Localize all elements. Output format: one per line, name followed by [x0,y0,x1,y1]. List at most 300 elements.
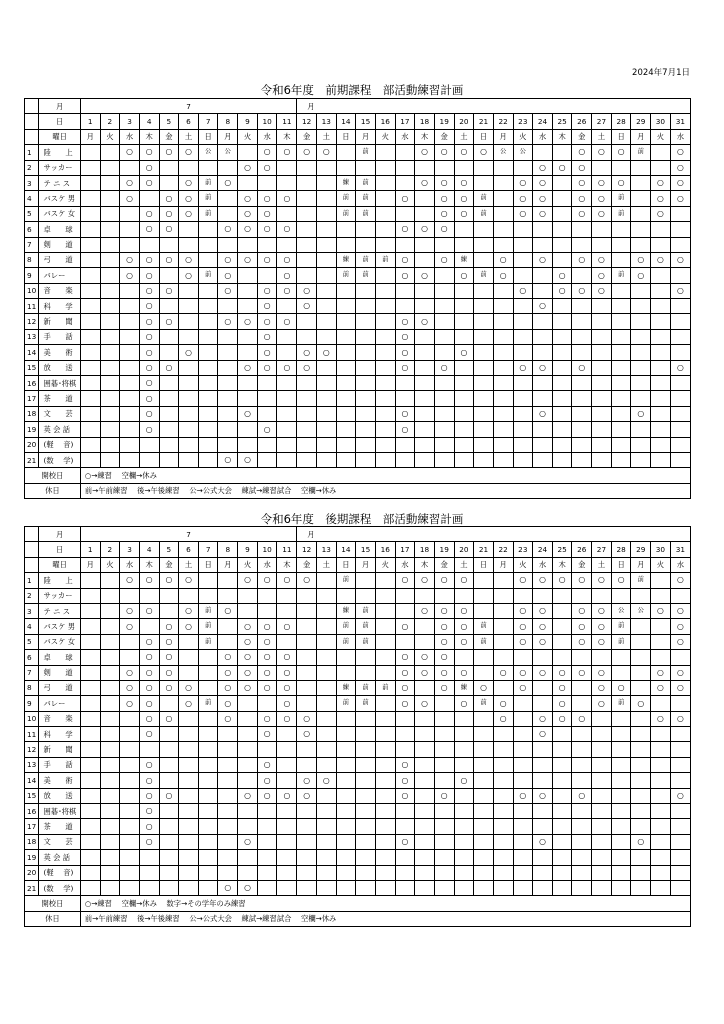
practice-mark [670,696,690,711]
practice-mark [533,865,553,880]
practice-mark [552,804,572,819]
practice-mark [552,406,572,421]
practice-mark [631,422,651,437]
practice-mark [198,252,218,267]
practice-mark [238,727,258,742]
practice-mark [631,191,651,206]
practice-mark [100,727,120,742]
practice-mark [611,283,631,298]
practice-mark [316,391,336,406]
practice-mark [631,773,651,788]
practice-mark [395,880,415,895]
practice-mark: ○ [297,773,317,788]
club-row [25,283,691,298]
practice-mark [218,619,238,634]
practice-mark [179,665,199,680]
practice-mark [493,742,513,757]
practice-mark: ○ [297,788,317,803]
practice-mark [572,268,592,283]
practice-mark [120,880,140,895]
practice-mark [80,452,100,467]
practice-mark [474,329,494,344]
practice-mark [631,727,651,742]
day-number: 12 [297,542,317,557]
practice-mark [434,742,454,757]
club-number: 6 [25,650,39,665]
practice-mark: ○ [434,680,454,695]
practice-mark: ○ [611,573,631,588]
day-number: 27 [592,114,612,129]
practice-mark [454,757,474,772]
practice-mark [198,573,218,588]
practice-mark: ○ [434,573,454,588]
practice-mark [179,711,199,726]
practice-mark [100,850,120,865]
practice-mark: ○ [395,252,415,267]
practice-mark: ○ [533,603,553,618]
practice-mark [631,283,651,298]
club-name: 文 芸 [39,406,80,421]
practice-mark [493,634,513,649]
practice-mark [474,834,494,849]
practice-mark [493,788,513,803]
day-number: 8 [218,542,238,557]
practice-mark: ○ [395,788,415,803]
club-number: 1 [25,573,39,588]
practice-mark [592,850,612,865]
day-number: 3 [120,542,140,557]
practice-mark: ○ [277,222,297,237]
practice-mark: ○ [257,360,277,375]
practice-mark [552,145,572,160]
practice-mark [238,819,258,834]
practice-mark: ○ [572,788,592,803]
corner-cell [25,557,39,572]
practice-mark: ○ [120,191,140,206]
practice-mark: 前 [474,268,494,283]
practice-mark [238,437,258,452]
practice-mark: ○ [139,391,159,406]
practice-mark [316,299,336,314]
practice-mark: ○ [257,788,277,803]
practice-mark [336,422,356,437]
practice-mark [375,175,395,190]
practice-mark: ○ [592,283,612,298]
practice-mark [120,345,140,360]
practice-mark [552,850,572,865]
practice-mark [434,406,454,421]
club-number: 15 [25,360,39,375]
club-row [25,376,691,391]
practice-mark [395,742,415,757]
practice-mark: 前 [356,680,376,695]
practice-mark: ○ [257,773,277,788]
club-number: 17 [25,391,39,406]
day-number: 28 [611,114,631,129]
practice-mark: ○ [552,665,572,680]
practice-mark: 公 [513,145,533,160]
practice-mark [493,727,513,742]
weekday: 水 [533,557,553,572]
practice-mark: ○ [572,573,592,588]
practice-mark: 前 [356,145,376,160]
practice-mark [631,376,651,391]
day-number: 15 [356,542,376,557]
practice-mark [198,329,218,344]
practice-mark [552,314,572,329]
practice-mark [218,437,238,452]
practice-mark [159,603,179,618]
practice-mark [80,345,100,360]
weekday: 日 [198,129,218,144]
practice-mark: ○ [257,757,277,772]
practice-mark [395,711,415,726]
practice-mark [572,757,592,772]
practice-mark: ○ [670,175,690,190]
practice-mark [631,329,651,344]
weekday: 土 [454,557,474,572]
practice-mark [513,268,533,283]
practice-mark [592,299,612,314]
practice-mark [592,757,612,772]
practice-mark [375,360,395,375]
practice-mark [592,834,612,849]
weekday: 金 [297,129,317,144]
practice-mark [434,329,454,344]
first-term-title: 令和6年度 前期課程 部活動練習計画 [260,83,464,97]
practice-mark [611,360,631,375]
practice-mark [434,819,454,834]
practice-mark: ○ [218,603,238,618]
practice-mark [670,819,690,834]
practice-mark: 練 [336,680,356,695]
club-number: 21 [25,880,39,895]
practice-mark [493,345,513,360]
practice-mark: ○ [631,268,651,283]
practice-mark: ○ [257,680,277,695]
practice-mark [120,329,140,344]
club-name: バスケ 男 [39,619,80,634]
practice-mark [297,742,317,757]
practice-mark [533,314,553,329]
weekday: 火 [513,129,533,144]
practice-mark: ○ [139,376,159,391]
practice-mark [651,283,671,298]
practice-mark [238,422,258,437]
practice-mark [336,145,356,160]
practice-mark [474,788,494,803]
practice-mark [198,804,218,819]
practice-mark [277,603,297,618]
practice-mark: ○ [238,452,258,467]
weekday: 月 [356,557,376,572]
weekday: 木 [415,129,435,144]
practice-mark [592,376,612,391]
day-row [25,114,691,129]
practice-mark [120,299,140,314]
practice-mark [297,252,317,267]
day-number: 29 [631,542,651,557]
practice-mark [670,329,690,344]
club-name: 新 聞 [39,314,80,329]
practice-mark [375,850,395,865]
practice-mark [80,788,100,803]
legend-row [25,911,691,926]
practice-mark [533,329,553,344]
practice-mark: ○ [572,145,592,160]
weekday: 火 [513,557,533,572]
practice-mark: ○ [277,619,297,634]
practice-mark: 前 [198,206,218,221]
practice-mark [454,329,474,344]
practice-mark [651,268,671,283]
practice-mark [670,865,690,880]
practice-mark [493,376,513,391]
practice-mark [100,268,120,283]
practice-mark: ○ [651,191,671,206]
club-name: 茶 道 [39,819,80,834]
practice-mark: 前 [336,634,356,649]
practice-mark [395,850,415,865]
practice-mark: ○ [454,191,474,206]
practice-mark [80,742,100,757]
practice-mark: ○ [493,252,513,267]
corner-cell [25,527,39,542]
practice-mark [670,314,690,329]
club-number: 14 [25,345,39,360]
practice-mark: ○ [415,665,435,680]
practice-mark [611,865,631,880]
practice-mark: 前 [198,634,218,649]
practice-mark: ○ [434,222,454,237]
practice-mark [474,299,494,314]
practice-mark [611,788,631,803]
practice-mark [336,819,356,834]
practice-mark [198,742,218,757]
practice-mark [474,391,494,406]
practice-mark [651,727,671,742]
practice-mark [572,773,592,788]
practice-mark [493,680,513,695]
practice-mark: ○ [218,314,238,329]
practice-mark: ○ [415,268,435,283]
practice-mark [395,145,415,160]
practice-mark [316,619,336,634]
practice-mark: ○ [238,160,258,175]
day-number: 25 [552,114,572,129]
practice-mark [631,588,651,603]
practice-mark [257,175,277,190]
practice-mark [218,206,238,221]
practice-mark [159,422,179,437]
day-number: 6 [179,114,199,129]
practice-mark [395,865,415,880]
practice-mark: 練 [454,252,474,267]
practice-mark [159,345,179,360]
weekday: 月 [631,557,651,572]
practice-mark [179,391,199,406]
practice-mark [238,329,258,344]
practice-mark [493,850,513,865]
practice-mark [415,850,435,865]
practice-mark [277,865,297,880]
practice-mark [316,452,336,467]
practice-mark [297,865,317,880]
club-number: 10 [25,711,39,726]
practice-mark: ○ [572,160,592,175]
practice-mark [179,160,199,175]
practice-mark: ○ [395,314,415,329]
practice-mark [572,804,592,819]
practice-mark [474,727,494,742]
practice-mark [218,329,238,344]
club-name: テ ニ ス [39,603,80,618]
practice-mark: ○ [277,252,297,267]
practice-mark [493,299,513,314]
practice-mark [552,773,572,788]
practice-mark [218,850,238,865]
practice-mark: ○ [238,252,258,267]
practice-mark [631,175,651,190]
practice-mark [80,283,100,298]
practice-mark: ○ [454,573,474,588]
practice-mark [533,268,553,283]
practice-mark [493,406,513,421]
practice-mark [80,757,100,772]
practice-mark: ○ [238,206,258,221]
day-number: 31 [670,542,690,557]
practice-mark: ○ [139,788,159,803]
practice-mark: 前 [198,603,218,618]
practice-mark [375,283,395,298]
practice-mark [415,834,435,849]
club-row [25,665,691,680]
practice-mark [336,788,356,803]
club-name: 陸 上 [39,145,80,160]
practice-mark [179,437,199,452]
practice-mark [139,237,159,252]
practice-mark: 前 [336,619,356,634]
practice-mark [454,222,474,237]
club-number: 7 [25,237,39,252]
practice-mark: ○ [592,252,612,267]
practice-mark [277,742,297,757]
day-number: 30 [651,542,671,557]
practice-mark [80,299,100,314]
practice-mark [651,850,671,865]
practice-mark [415,452,435,467]
practice-mark [120,865,140,880]
practice-mark [100,804,120,819]
practice-mark [80,191,100,206]
practice-mark [139,742,159,757]
practice-mark: ○ [651,603,671,618]
practice-mark [336,299,356,314]
practice-mark [651,619,671,634]
day-number: 28 [611,542,631,557]
practice-mark [631,160,651,175]
practice-mark [159,452,179,467]
practice-mark [120,452,140,467]
practice-mark: 公 [198,145,218,160]
practice-mark: ○ [395,222,415,237]
practice-mark [336,880,356,895]
club-name: (数 学) [39,452,80,467]
club-row [25,619,691,634]
practice-mark [316,742,336,757]
practice-mark [277,634,297,649]
practice-mark: 前 [198,268,218,283]
practice-mark [572,452,592,467]
practice-mark [198,406,218,421]
practice-mark [375,222,395,237]
practice-mark: ○ [395,665,415,680]
practice-mark [631,222,651,237]
practice-mark [198,237,218,252]
weekday-label: 曜日 [39,129,80,144]
practice-mark [611,711,631,726]
practice-mark [277,850,297,865]
practice-mark [316,650,336,665]
practice-mark [493,283,513,298]
practice-mark [80,650,100,665]
day-number: 18 [415,542,435,557]
practice-mark [316,222,336,237]
practice-mark: ○ [572,619,592,634]
club-row [25,191,691,206]
practice-mark [395,160,415,175]
practice-mark [572,237,592,252]
club-row [25,865,691,880]
day-number: 5 [159,114,179,129]
practice-mark: ○ [179,345,199,360]
practice-mark: ○ [238,360,258,375]
practice-mark [415,865,435,880]
practice-mark [592,345,612,360]
practice-mark: ○ [592,573,612,588]
practice-mark [611,299,631,314]
practice-mark [218,757,238,772]
club-row [25,437,691,452]
practice-mark [434,880,454,895]
practice-mark [552,452,572,467]
practice-mark [100,680,120,695]
practice-mark [513,329,533,344]
club-number: 3 [25,175,39,190]
practice-mark: ○ [139,757,159,772]
practice-mark [454,376,474,391]
practice-mark [198,314,218,329]
practice-mark [80,422,100,437]
practice-mark [356,237,376,252]
practice-mark: ○ [218,680,238,695]
practice-mark: ○ [533,299,553,314]
practice-mark [336,834,356,849]
practice-mark: ○ [179,696,199,711]
practice-mark [474,880,494,895]
practice-mark [375,634,395,649]
practice-mark [493,422,513,437]
practice-mark [552,834,572,849]
practice-mark [336,452,356,467]
practice-mark: ○ [651,252,671,267]
practice-mark [100,422,120,437]
practice-mark [257,819,277,834]
first-term-schedule-table [24,98,691,499]
second-term-title: 令和6年度 後期課程 部活動練習計画 [260,512,464,526]
practice-mark [651,299,671,314]
practice-mark [218,406,238,421]
